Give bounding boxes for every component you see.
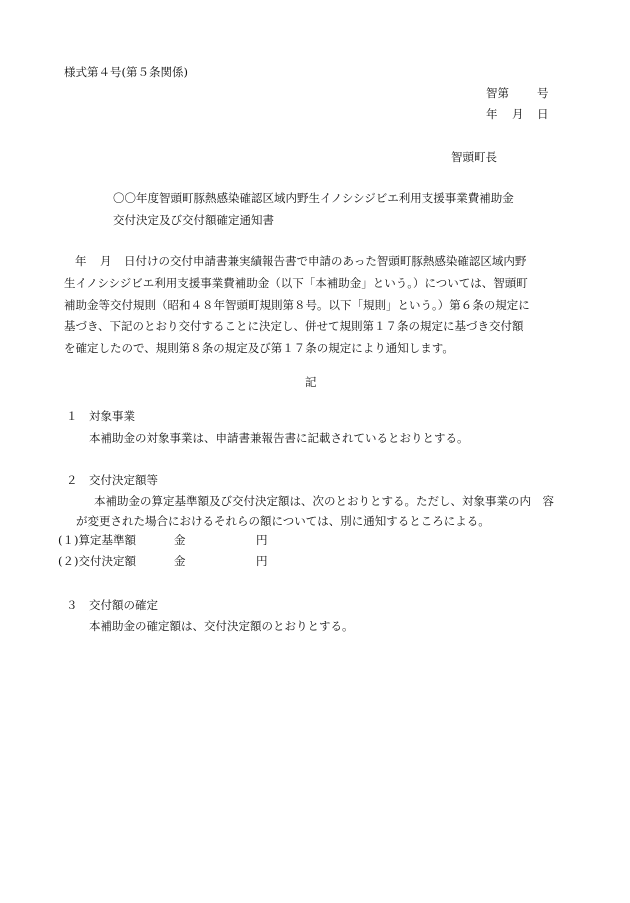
ki-heading: 記: [305, 375, 317, 389]
section-3-text: 本補助金の確定額は、交付決定額のとおりとする。: [89, 619, 354, 633]
item-2-kin: 金: [174, 554, 186, 568]
date-year: 年: [486, 107, 498, 121]
title-line-1: 〇〇年度智頭町豚熱感染確認区域内野生イノシシジビエ利用支援事業費補助金: [113, 191, 514, 205]
section-1-number: １: [66, 409, 78, 423]
body-line-1: 日付けの交付申請書兼実績報告書で申請のあった智頭町豚熱感染確認区域内野: [124, 254, 527, 268]
document-number-prefix: 智第: [486, 86, 509, 100]
item-1-kin: 金: [174, 533, 186, 547]
issuer: 智頭町長: [451, 150, 497, 164]
body-line-5: を確定したので、規則第８条の規定及び第１７条の規定により通知します。: [64, 341, 454, 355]
form-number: 様式第４号(第５条関係): [64, 65, 188, 79]
date-day: 日: [537, 107, 549, 121]
title-line-2: 交付決定及び交付額確定通知書: [113, 213, 274, 227]
body-month: 月: [100, 254, 112, 268]
section-2-text-line-1: 本補助金の算定基準額及び交付決定額は、次のとおりとする。ただし、対象事業の内 容: [94, 494, 554, 508]
item-1-label: (１)算定基準額: [58, 533, 136, 547]
date-month: 月: [512, 107, 524, 121]
body-line-2: 生イノシシジビエ利用支援事業費補助金（以下「本補助金」という。）については、智頭町: [64, 276, 528, 290]
section-1-text: 本補助金の対象事業は、申請書兼報告書に記載されているとおりとする。: [89, 431, 469, 445]
item-2-yen: 円: [256, 554, 268, 568]
body-year: 年: [75, 254, 87, 268]
body-line-3: 補助金等交付規則（昭和４８年智頭町規則第８号。以下「規則」という。）第６条の規定に: [64, 298, 530, 312]
section-3-heading: 交付額の確定: [89, 598, 158, 612]
section-2-heading: 交付決定額等: [89, 473, 158, 487]
section-2-text-line-2: が変更された場合におけるそれらの額については、別に通知するところによる。: [76, 514, 490, 528]
document-number-suffix: 号: [537, 86, 549, 100]
section-1-heading: 対象事業: [89, 409, 135, 423]
section-3-number: ３: [66, 598, 78, 612]
body-line-4: 基づき、下記のとおり交付することに決定し、併せて規則第１７条の規定に基づき交付額: [64, 319, 524, 333]
item-1-yen: 円: [256, 533, 268, 547]
item-2-label: (２)交付決定額: [58, 554, 136, 568]
section-2-number: ２: [66, 473, 78, 487]
